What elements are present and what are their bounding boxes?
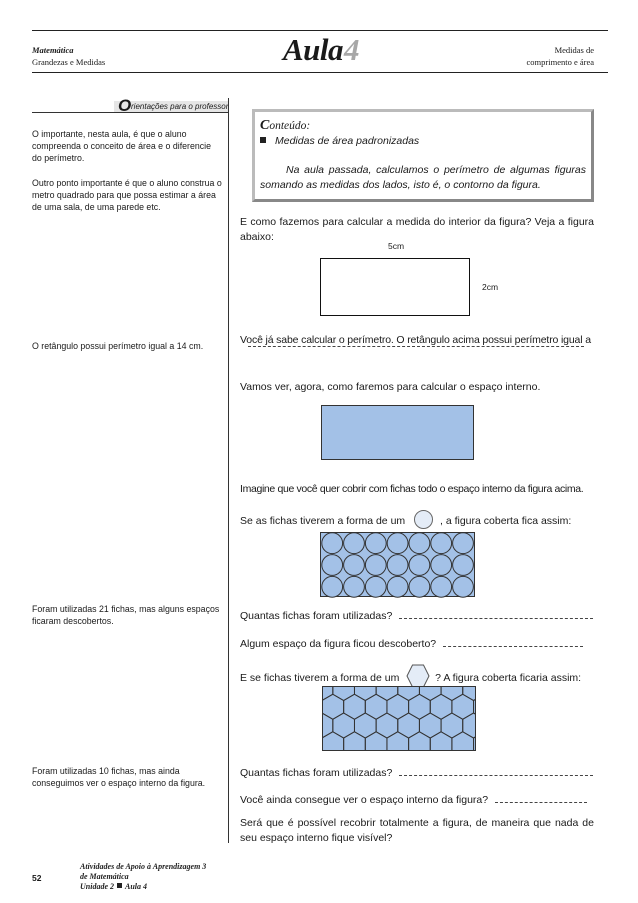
hexagon-token-icon [406, 664, 430, 688]
question-1 [240, 608, 594, 624]
square-bullet-icon [260, 137, 266, 143]
circle-token [409, 555, 430, 576]
paragraph-6-b: ? A figura coberta ficaria assim: [435, 672, 582, 684]
filled-rectangle [321, 405, 474, 460]
lesson-word: Aula [283, 32, 344, 67]
circle-token [409, 576, 430, 597]
circle-token [431, 576, 452, 597]
content-item [260, 135, 419, 147]
teacher-note-2: Outro ponto importante é que o aluno construa o metro quadrado para que possa estimar a área de uma sala, de uma parede etc. [32, 178, 222, 212]
content-title [260, 118, 310, 134]
content-title-rest: onteúdo: [269, 120, 311, 132]
footer-line-1: Atividades de Apoio à Aprendizagem 3 [80, 862, 207, 871]
hexagon-tiling-figure [322, 686, 477, 752]
rectangle-outline [320, 258, 470, 316]
circle-token [322, 555, 343, 576]
circle-token [344, 576, 365, 597]
rect-height-label: 2cm [482, 282, 499, 292]
header-topic: Grandezas e Medidas [32, 57, 106, 67]
paragraph-5-b: , a figura coberta fica assim: [440, 515, 572, 527]
paragraph-7: Será que é possível recobrir totalmente a figura, de maneira que nada de seu espaço interno fique visível? [240, 817, 594, 844]
footer-lesson: Aula 4 [125, 882, 148, 891]
paragraph-5 [240, 510, 594, 529]
content-title-initial: C [260, 118, 270, 133]
orientation-header [32, 98, 228, 116]
circle-tiling-figure [320, 532, 476, 598]
question-3 [240, 765, 594, 781]
circle-token [453, 555, 474, 576]
question-2 [240, 636, 594, 652]
paragraph-6 [240, 664, 594, 688]
question-1-text: Quantas fichas foram utilizadas? [240, 610, 393, 622]
circle-token [431, 555, 452, 576]
orientation-label: rientações para o professor [131, 102, 229, 111]
lesson-title [283, 32, 359, 68]
footer-credit [80, 862, 206, 892]
circle-token [431, 533, 452, 554]
circle-token [387, 555, 408, 576]
rect-width-label: 5cm [388, 241, 405, 251]
content-box [252, 109, 594, 202]
teacher-note-4: Foram utilizadas 21 fichas, mas alguns espaços ficaram descobertos. [32, 604, 220, 626]
lesson-number: 4 [344, 32, 360, 67]
answer-line-q4[interactable] [495, 792, 587, 803]
answer-line-perimeter[interactable] [248, 346, 584, 347]
question-3-text: Quantas fichas foram utilizadas? [240, 767, 393, 779]
header-left [32, 44, 105, 68]
column-divider [228, 98, 229, 843]
answer-line-q1[interactable] [399, 608, 593, 619]
answer-line-q2[interactable] [443, 636, 583, 647]
top-rule [32, 30, 608, 31]
header-subject: Matemática [32, 45, 74, 55]
circle-token [344, 555, 365, 576]
teacher-note-1: O importante, nesta aula, é que o aluno compreenda o conceito de área e o diferencie do perímetro. [32, 129, 211, 163]
circle-token [453, 533, 474, 554]
paragraph-3: Vamos ver, agora, como faremos para calcular o espaço interno. [240, 381, 541, 393]
footer-line-2: de Matemática [80, 872, 129, 881]
paragraph-4: Imagine que você quer cobrir com fichas todo o espaço interno da figura acima. [240, 483, 584, 495]
circle-token [322, 576, 343, 597]
header-right [490, 44, 594, 68]
content-description: Na aula passada, calculamos o perímetro de algumas figuras somando as medidas dos lados, isto é, o contorno da figura. [260, 164, 586, 191]
header-right-line2: comprimento e área [526, 57, 594, 67]
circle-token [322, 533, 343, 554]
answer-line-q3[interactable] [399, 765, 593, 776]
question-4-text: Você ainda consegue ver o espaço interno da figura? [240, 794, 489, 806]
footer-line-3 [80, 882, 206, 892]
circle-token [365, 576, 386, 597]
teacher-note-5: Foram utilizadas 10 fichas, mas ainda conseguimos ver o espaço interno da figura. [32, 766, 206, 788]
header-right-line1: Medidas de [554, 45, 594, 55]
page-number: 52 [32, 873, 42, 883]
circle-token-grid [322, 533, 474, 597]
orientation-initial: O [118, 96, 132, 115]
paragraph-1: E como fazemos para calcular a medida do interior da figura? Veja a figura abaixo: [240, 216, 594, 243]
circle-token [344, 533, 365, 554]
header-rule [32, 72, 608, 73]
footer-unit: Unidade 2 [80, 882, 114, 891]
circle-token [365, 533, 386, 554]
circle-token [387, 576, 408, 597]
circle-token [387, 533, 408, 554]
square-bullet-icon [117, 883, 122, 888]
question-4 [240, 792, 594, 808]
circle-token [409, 533, 430, 554]
paragraph-5-a: Se as fichas tiverem a forma de um [240, 515, 406, 527]
paragraph-2: Você já sabe calcular o perímetro. O retângulo acima possui perímetro igual a [240, 334, 591, 346]
paragraph-6-a: E se fichas tiverem a forma de um [240, 672, 400, 684]
circle-token [453, 576, 474, 597]
content-item-text: Medidas de área padronizadas [275, 135, 420, 147]
teacher-note-3: O retângulo possui perímetro igual a 14 cm. [32, 341, 204, 351]
circle-token-icon [414, 510, 433, 529]
question-2-text: Algum espaço da figura ficou descoberto? [240, 638, 437, 650]
circle-token [365, 555, 386, 576]
